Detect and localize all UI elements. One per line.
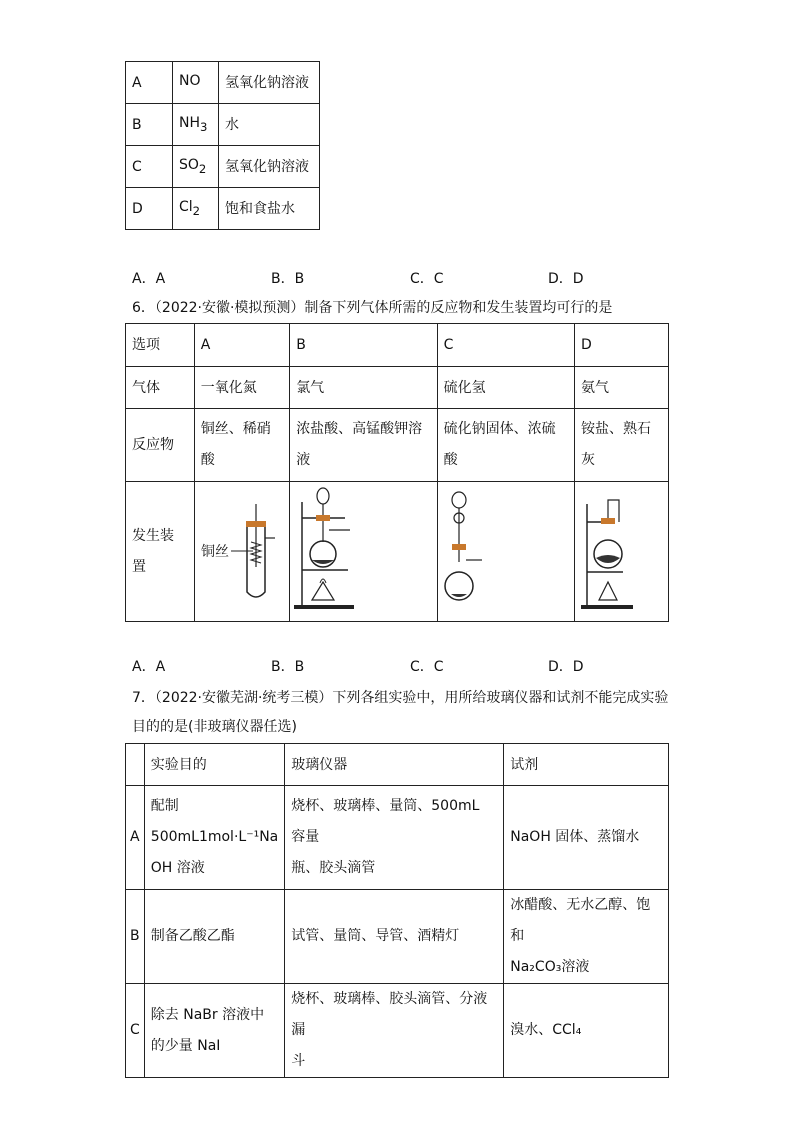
apparatus-c	[437, 482, 574, 622]
text-line: 的少量 NaI	[150, 1037, 221, 1054]
flask-contents	[312, 560, 334, 564]
q6-cell: 铵盐、熟石灰	[575, 409, 669, 482]
q7-header-row	[126, 744, 669, 786]
text-line: 斗	[291, 1053, 306, 1069]
stopper	[452, 544, 466, 550]
q5-row-b	[126, 104, 320, 146]
q5-option: D	[126, 188, 173, 230]
q7-glassware	[285, 890, 504, 984]
stand-base	[294, 605, 354, 609]
text-line: Na₂CO₃溶液	[510, 959, 590, 975]
q5-gas-formula: NH	[179, 114, 200, 131]
q7-header-cell: 实验目的	[144, 744, 284, 786]
q6-header-cell: D	[575, 324, 669, 367]
q5-gas-subscript: 2	[198, 161, 207, 176]
q6-cell: 氨气	[575, 367, 669, 409]
q6-header-cell: B	[290, 324, 437, 367]
text-line: 制备乙酸乙酯	[150, 928, 235, 944]
q5-liquid: 水	[219, 104, 320, 146]
q6-table	[125, 323, 669, 622]
stand-base	[581, 605, 633, 609]
q5-gas	[173, 188, 219, 230]
apparatus-b	[290, 482, 437, 622]
q5-gas-subscript: 3	[200, 119, 208, 134]
q7-reagent	[504, 984, 669, 1078]
stopper	[316, 515, 330, 521]
burner	[312, 582, 334, 600]
ammonia-flask-diagram	[575, 482, 668, 614]
apparatus-a	[194, 482, 289, 622]
choice-b[interactable]: B．B	[271, 659, 305, 675]
copper-label: 铜丝	[200, 544, 229, 560]
q7-purpose	[144, 890, 284, 984]
q6-header-cell: 选项	[126, 324, 195, 367]
q7-title-line1: 7．（2022·安徽芜湖·统考三模）下列各组实验中，用所给玻璃仪器和试剂不能完成实验	[132, 690, 669, 706]
q5-option: C	[126, 146, 173, 188]
q7-row-b	[126, 890, 669, 984]
q5-gas	[173, 146, 219, 188]
dropping-funnel	[317, 488, 329, 504]
q6-header-row	[126, 324, 669, 367]
q7-row-a	[126, 786, 669, 890]
round-flask	[594, 540, 622, 568]
apparatus-d	[575, 482, 669, 622]
q5-gas-formula: NO	[179, 72, 201, 89]
q5-row-a	[126, 62, 320, 104]
q7-reagent	[504, 786, 669, 890]
q5-table	[125, 61, 320, 230]
q6-header-cell: C	[437, 324, 574, 367]
text-line: 配制	[150, 798, 179, 814]
text-line: 烧杯、玻璃棒、量筒、500mL 容量	[291, 798, 480, 845]
q7-option: A	[126, 786, 145, 890]
text-line: NaOH 固体、蒸馏水	[510, 829, 640, 845]
q7-glassware	[285, 984, 504, 1078]
q6-cell: 铜丝、稀硝酸	[194, 409, 289, 482]
q6-cell: 氯气	[290, 367, 437, 409]
test-tube-copper-diagram	[195, 482, 278, 614]
q7-option: B	[126, 890, 145, 984]
q7-option: C	[126, 984, 145, 1078]
q6-apparatus-row	[126, 482, 669, 622]
text-line: 试管、量筒、导管、酒精灯	[291, 928, 460, 944]
q6-cell: 一氧化氮	[194, 367, 289, 409]
q6-cell: 发生装置	[126, 482, 195, 622]
q7-row-c	[126, 984, 669, 1078]
q6-title: 6．（2022·安徽·模拟预测）制备下列气体所需的反应物和发生装置均可行的是	[132, 300, 613, 316]
q6-cell: 硫化钠固体、浓硫酸	[437, 409, 574, 482]
text-line: 除去 NaBr 溶液中	[150, 1006, 265, 1023]
flask-contents	[451, 594, 467, 597]
choice-a[interactable]: A．A	[132, 659, 166, 675]
q5-row-d	[126, 188, 320, 230]
dropping-funnel	[452, 492, 466, 508]
q5-gas-formula: SO	[179, 156, 199, 173]
q7-reagent	[504, 890, 669, 984]
text-line: 冰醋酸、无水乙醇、饱和	[510, 897, 651, 944]
choice-d[interactable]: D．D	[548, 271, 584, 287]
q6-cell: 气体	[126, 367, 195, 409]
q5-gas	[173, 62, 219, 104]
q6-header-cell: A	[194, 324, 289, 367]
choice-c[interactable]: C．C	[410, 659, 444, 675]
q5-gas-formula: Cl	[179, 198, 193, 215]
text-line: 烧杯、玻璃棒、胶头滴管、分液漏	[291, 991, 488, 1038]
q6-cell: 反应物	[126, 409, 195, 482]
q5-row-c	[126, 146, 320, 188]
q7-header-cell: 玻璃仪器	[285, 744, 504, 786]
q7-table	[125, 743, 669, 1078]
q7-purpose	[144, 984, 284, 1078]
q6-gas-row	[126, 367, 669, 409]
stopper	[246, 521, 266, 527]
q6-cell: 硫化氢	[437, 367, 574, 409]
separating-flask-diagram	[438, 482, 563, 614]
q7-header-cell: 试剂	[504, 744, 669, 786]
burner	[599, 582, 617, 600]
q5-liquid: 氢氧化钠溶液	[219, 62, 320, 104]
q5-liquid: 饱和食盐水	[219, 188, 320, 230]
text-line: 溴水、CCl₄	[510, 1022, 582, 1038]
choice-b[interactable]: B．B	[271, 271, 305, 287]
text-line: 500mL1mol·L⁻¹Na	[150, 829, 279, 845]
choice-a[interactable]: A．A	[132, 271, 166, 287]
q5-liquid: 氢氧化钠溶液	[219, 146, 320, 188]
q5-option: B	[126, 104, 173, 146]
choice-d[interactable]: D．D	[548, 659, 584, 675]
q5-gas-subscript: 2	[192, 203, 201, 218]
q5-option: A	[126, 62, 173, 104]
q6-reactant-row	[126, 409, 669, 482]
q7-header-cell	[126, 744, 145, 786]
text-line: 瓶、胶头滴管	[291, 860, 376, 876]
stopper	[601, 518, 615, 524]
choice-c[interactable]: C．C	[410, 271, 444, 287]
q7-title-line2: 目的的是(非玻璃仪器任选)	[132, 719, 297, 735]
q6-cell: 浓盐酸、高锰酸钾溶液	[290, 409, 437, 482]
flask-contents	[596, 555, 620, 563]
q7-purpose	[144, 786, 284, 890]
q5-gas	[173, 104, 219, 146]
text-line: OH 溶液	[150, 860, 205, 876]
flask-burner-diagram	[290, 482, 425, 614]
q7-glassware	[285, 786, 504, 890]
